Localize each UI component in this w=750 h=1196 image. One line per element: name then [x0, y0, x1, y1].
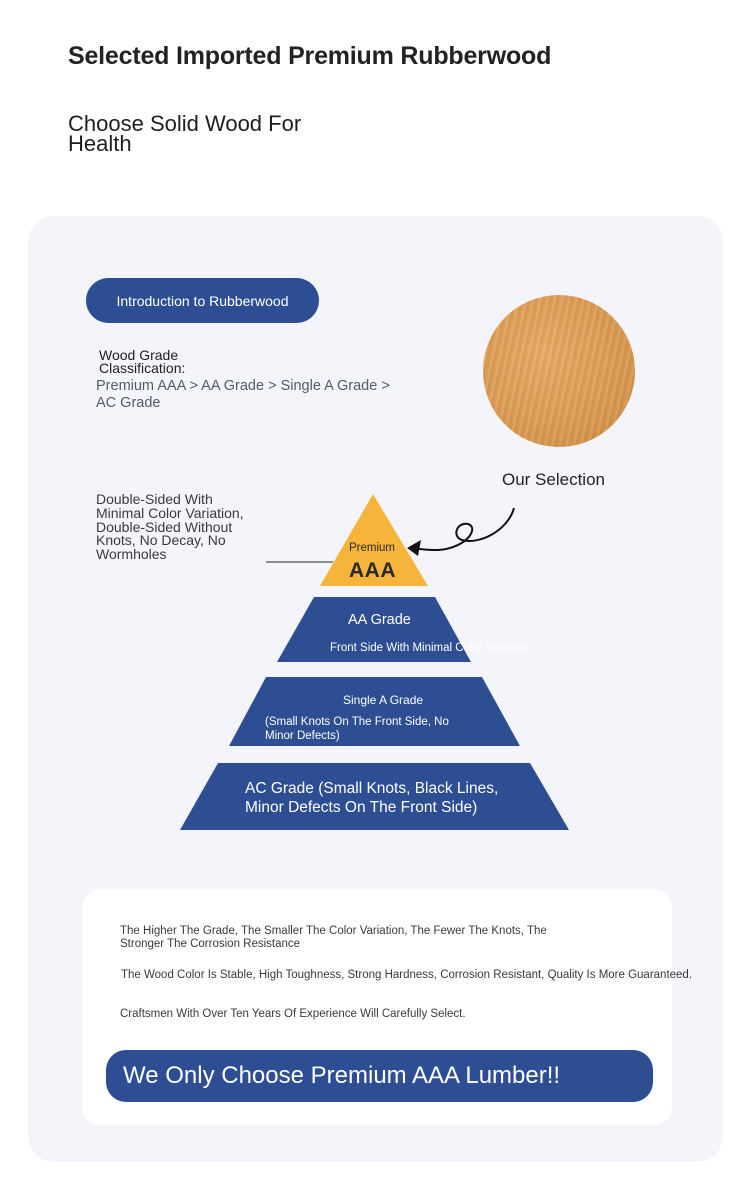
- intro-pill: Introduction to Rubberwood: [86, 278, 319, 323]
- ac-grade-title: AC Grade (Small Knots, Black Lines, Minor Defects On The Front Side): [245, 780, 499, 816]
- aa-grade-title: AA Grade: [348, 612, 411, 628]
- our-selection-label: Our Selection: [502, 470, 605, 489]
- arrow-head: [407, 540, 421, 556]
- classification-text: Premium AAA > AA Grade > Single A Grade > AC Grade: [96, 378, 390, 411]
- single-a-grade-title: Single A Grade: [343, 693, 424, 707]
- premium-description: Double-Sided With Minimal Color Variation, Double-Sided Without Knots, No Decay, No Wormholes: [96, 491, 244, 563]
- aa-grade-subtitle: Front Side With Minimal Color Variation: [330, 642, 531, 654]
- classification-heading: Wood Grade Classification:: [99, 347, 186, 376]
- note-wood-stability: The Wood Color Is Stable, High Toughness, Strong Hardness, Corrosion Resistant, Quality Is More Guaranteed.: [121, 969, 693, 981]
- note-grade-quality: The Higher The Grade, The Smaller The Color Variation, The Fewer The Knots, The Stronger The Corrosion Resistance: [120, 925, 547, 950]
- arrow-curve: [413, 508, 514, 550]
- note-craftsmen: Craftsmen With Over Ten Years Of Experience Will Carefully Select.: [120, 1008, 466, 1020]
- aaa-banner: We Only Choose Premium AAA Lumber!!: [106, 1050, 653, 1102]
- single-a-grade-subtitle: (Small Knots On The Front Side, No Minor Defects): [265, 716, 449, 742]
- page-subtitle: Choose Solid Wood For Health: [68, 111, 302, 156]
- premium-grade: AAA: [349, 559, 396, 582]
- page-title: Selected Imported Premium Rubberwood: [68, 42, 552, 70]
- premium-word: Premium: [349, 542, 396, 554]
